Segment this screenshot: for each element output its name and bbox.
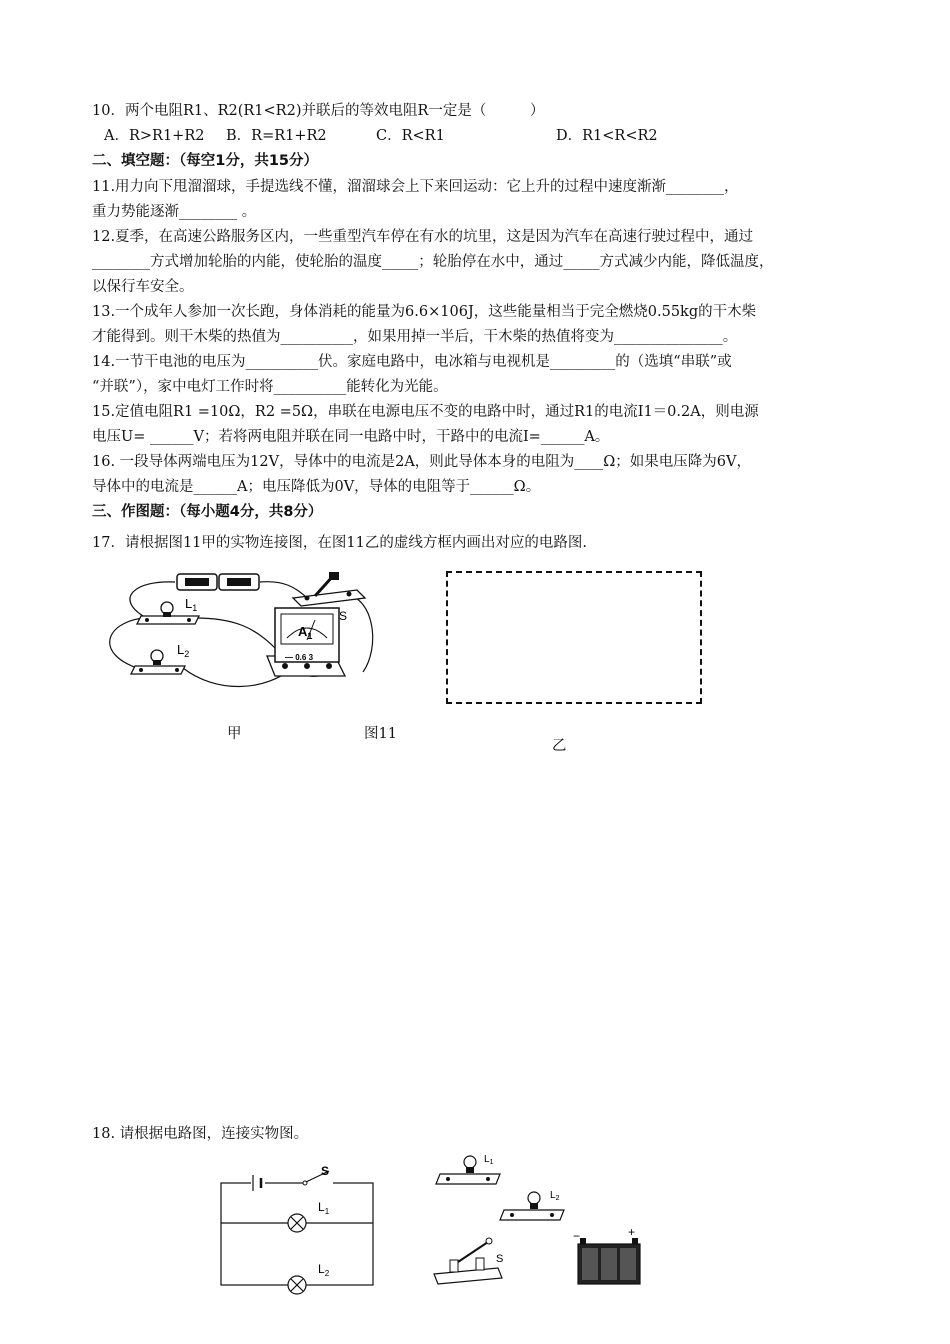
figure11-yi-answer-box[interactable] [446,571,702,704]
svg-text:L1 [185,596,197,613]
q17-stem: 17．请根据图11甲的实物连接图，在图11乙的虚线方框内画出对应的电路图. [92,535,587,551]
figure11-caption: 图11 [364,726,397,742]
q10-option-d: D．R1<R<R2 [556,128,658,144]
q12-line1: 12.夏季，在高速公路服务区内，一些重型汽车停在有水的坑里，这是因为汽车在高速行驶过程中，通过 [92,229,754,245]
q11-line1: 11.用力向下甩溜溜球，手提选线不懂，溜溜球会上下来回运动：它上升的过程中速度渐渐________， [92,179,739,195]
q18-label-l2: L [550,1190,556,1201]
q16-line2: 导体中的电流是______A；电压降低为0V，导体的电阻等于______Ω。 [92,479,541,495]
q14-line2: “并联”），家中电灯工作时将__________能转化为光能。 [92,379,448,395]
figure11-caption-yi: 乙 [552,738,567,754]
q17-label-a1: A [298,624,308,639]
svg-text:L2 [318,1262,330,1278]
q15-line2: 电压U= ______V；若将两电阻并联在同一电路中时，干路中的电流I=______A。 [92,429,610,445]
q18-diagram-label-l1-sub: 1 [324,1207,330,1216]
q17-label-l2: L [177,642,185,657]
section3-heading: 三、作图题：（每小题4分，共8分） [92,504,323,520]
q18-battery-minus: − [573,1229,581,1243]
q17-label-s: S [339,609,348,623]
figure11-caption-jia: 甲 [227,726,242,742]
switch-board-icon [434,1238,502,1284]
q10-option-c: C．R<R1 [376,128,445,144]
q17-label-l2-sub: 2 [184,649,190,659]
svg-text:L2 [177,642,189,659]
q18-battery-plus: + [628,1225,636,1239]
q18-label-l1-sub: 1 [489,1159,494,1166]
q18-label-l1: L [484,1154,490,1165]
q18-label-s: S [496,1253,504,1265]
q14-line1: 14.一节干电池的电压为__________伏。家庭电路中，电冰箱与电视机是_________的（选填“串联”或 [92,354,732,370]
q18-diagram-label-s: S [321,1164,330,1178]
q18-diagram-label-l1: L [318,1200,325,1214]
q10-option-b: B．R=R1+R2 [226,128,327,144]
section2-heading: 二、填空题：（每空1分，共15分） [92,153,319,169]
q17-label-a1-sub: 1 [307,631,313,641]
q18-diagram-label-l2: L [318,1262,325,1276]
q18-stem: 18. 请根据电路图，连接实物图。 [92,1126,309,1142]
q12-line3: 以保行车安全。 [92,279,194,295]
ammeter-icon [267,608,348,676]
q18-diagram-label-l2-sub: 2 [324,1269,330,1278]
lamp-l1-symbol-icon [288,1214,306,1232]
figure11-jia [95,568,395,708]
q15-line1: 15.定值电阻R1 =10Ω，R2 =5Ω，串联在电源电压不变的电路中时，通过R1的电流I1＝0.2A，则电源 [92,404,759,420]
q12-line2: ________方式增加轮胎的内能，使轮胎的温度_____；轮胎停在水中，通过_____方式减少内能，降低温度， [92,254,774,270]
q17-label-l1-sub: 1 [192,603,198,613]
q10-option-a: A．R>R1+R2 [104,128,205,144]
q16-line1: 16. 一段导体两端电压为12V，导体中的电流是2A，则此导体本身的电阻为____Ω；如果电压降为6V， [92,454,752,470]
q18-label-l2-sub: 2 [555,1195,560,1202]
svg-text:L2 [550,1190,560,1202]
switch-icon [293,572,365,606]
battery-pack-icon [578,1238,640,1284]
q17-meter-terminals: — 0.6 3 [285,653,314,662]
q10-stem: 10．两个电阻R1、R2(R1<R2)并联后的等效电阻R一定是（ ） [92,103,545,119]
svg-text:L1 [318,1200,330,1216]
q18-circuit-diagram [215,1163,380,1298]
lamp-l2-symbol-icon [288,1276,306,1294]
q13-line1: 13.一个成年人参加一次长跑，身体消耗的能量为6.6×106J，这些能量相当于完全燃烧0.55kg的干木柴 [92,304,757,320]
svg-text:L1 [484,1154,494,1166]
q13-line2: 才能得到。则干木柴的热值为__________，如果用掉一半后，干木柴的热值将变为_______________。 [92,329,738,345]
battery-icon [177,574,259,590]
q18-components [428,1148,658,1288]
q11-line2: 重力势能逐渐________ 。 [92,204,257,220]
q17-label-l1: L [185,596,193,611]
